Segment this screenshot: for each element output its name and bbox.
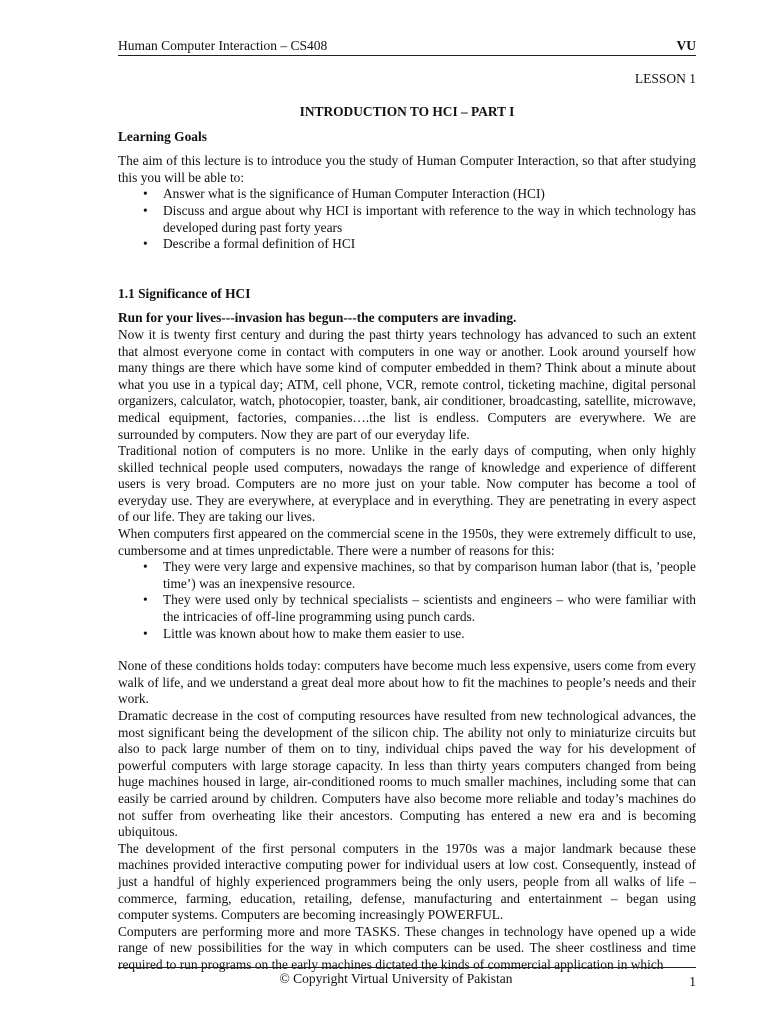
lesson-number: LESSON 1	[634, 71, 696, 86]
page-content	[118, 104, 696, 974]
paragraph: Computers are performing more and more TASKS. These changes in technology have opened up a wide range of new possibilities for the way in which computers can be used. The sheer costliness and time required to run programs on the early machines dictated the kinds of commercial application in which	[118, 923, 696, 972]
goals-list	[118, 186, 696, 252]
reason-item: • They were very large and expensive machines, so that by comparison human labor (that is, ’people time’) was an inexpensive resource.	[163, 559, 696, 592]
learning-goals-heading: Learning Goals	[118, 128, 207, 144]
paragraph: None of these conditions holds today: computers have become much less expensive, users come from every walk of life, and we understand a great deal more about how to fit the machines to people’s needs and their work.	[118, 658, 696, 707]
section-subheading: Run for your lives---invasion has begun---the computers are invading.	[118, 310, 517, 326]
paragraph: Now it is twenty first century and during the past thirty years technology has advanced to such an extent that almost everyone come in contact with computers in one way or another. Look around yourself how many things are there which have some kind of computer embedded in them? Think about a minute about what you use in a typical day; ATM, cell phone, VCR, remote control, ticketing machine, digital personal organizers, calculator, watch, photocopier, toaster, bank, air conditioner, broadcasting, satellite, microwave, medical equipment, factories, companies….the list is endless. Computers are everywhere. We are surrounded by computers. Now they are part of our everyday life.	[118, 326, 696, 442]
paragraph: The development of the first personal computers in the 1970s was a major landmark because these machines provided interactive computing power for individual users at low cost. Consequently, instead of just a handful of highly experienced programmers being the only users, people from all walks of life – commerce, farming, education, retailing, defense, manufacturing and entertainment – began using computer systems. Computers are becoming increasingly POWERFUL.	[118, 840, 696, 923]
reason-item: • Little was known about how to make them easier to use.	[163, 626, 696, 643]
goal-item: • Describe a formal definition of HCI	[163, 236, 696, 253]
section-heading: 1.1 Significance of HCI	[118, 285, 251, 301]
goals-intro: The aim of this lecture is to introduce you the study of Human Computer Interaction, so that after studying this you will be able to:	[118, 153, 696, 185]
institution-abbr: VU	[676, 38, 696, 53]
goal-item: • Answer what is the significance of Human Computer Interaction (HCI)	[163, 186, 696, 203]
paragraph: When computers first appeared on the commercial scene in the 1950s, they were extremely difficult to use, cumbersome and at times unpredictable. There were a number of reasons for this:	[118, 526, 696, 558]
paragraph: Traditional notion of computers is no more. Unlike in the early days of computing, when only highly skilled technical people used computers, nowadays the range of knowledge and experience of different users is very broad. Computers are no more just on your table. Now computer has become a tool of everyday use. They are everywhere, at everyplace and in everything. They are penetrating in every aspect of our life. They are taking our lives.	[118, 443, 696, 525]
page-title: INTRODUCTION TO HCI – PART I	[299, 104, 515, 119]
page-header	[118, 37, 696, 56]
reason-item: • They were used only by technical specialists – scientists and engineers – who were familiar with the intricacies of off-line programming using punch cards.	[163, 592, 696, 625]
copyright-notice: © Copyright Virtual University of Pakistan	[279, 971, 513, 986]
goal-item: • Discuss and argue about why HCI is important with reference to the way in which technology has developed during past forty years	[163, 203, 696, 236]
reasons-list	[118, 559, 696, 642]
page-number: 1	[689, 974, 696, 989]
paragraph: Dramatic decrease in the cost of computing resources have resulted from new technological advances, the most significant being the development of the silicon chip. The ability not only to miniaturize circuits but also to pack large number of them on to tiny, individual chips paved the way for his development of powerful computers with large storage capacity. In less than thirty years computers changed from being huge machines housed in large, air-conditioned rooms to much smaller machines, including some that can easily be carried around by children. Computers have also become more reliable and today’s machines do not suffer from overheating like their ancestors. Computing has entered a new era and is becoming ubiquitous.	[118, 708, 696, 840]
course-title: Human Computer Interaction – CS408	[118, 38, 328, 53]
page-footer	[118, 967, 696, 989]
